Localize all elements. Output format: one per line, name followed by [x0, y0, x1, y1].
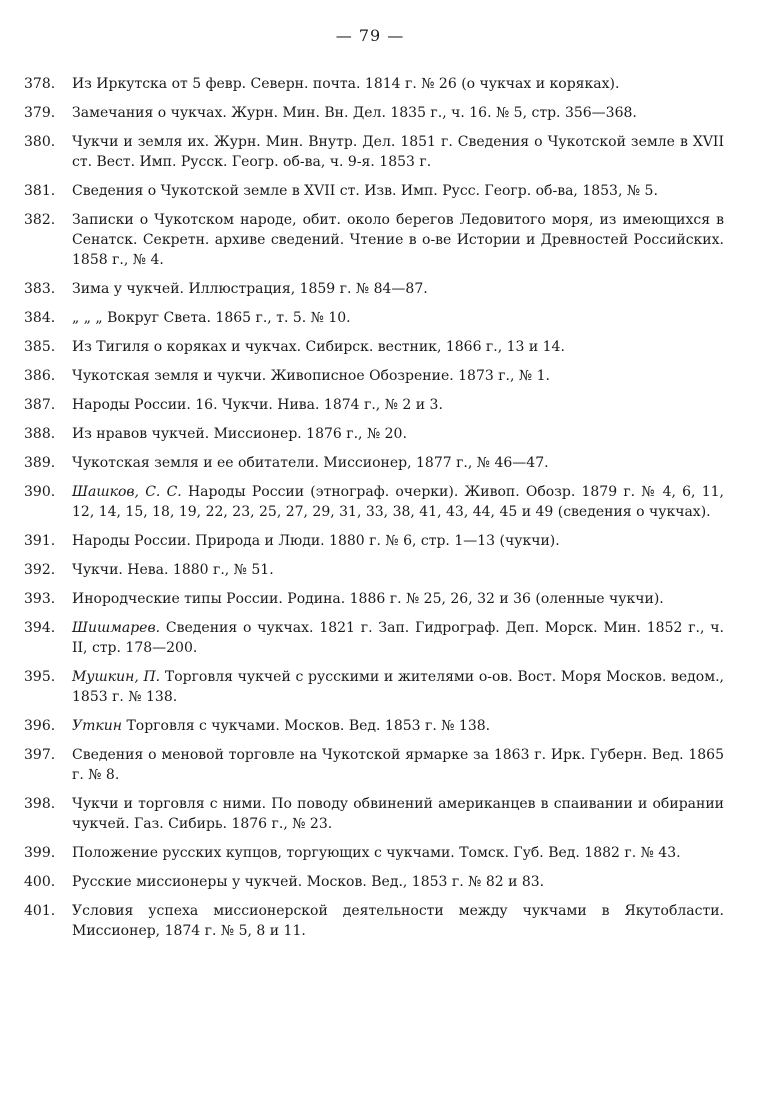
bibliography-entry — [24, 531, 724, 551]
entry-number: 386. — [24, 368, 56, 384]
entry-text — [72, 843, 724, 863]
entry-body: Русские миссионеры у чукчей. Москов. Вед., 1853 г. № 82 и 83. — [72, 874, 545, 890]
entry-body: Чукчи и торговля с ними. По поводу обвинений американцев в спаивании и обирании чукчей. Газ. Сибирь. 1876 г., № 23. — [72, 796, 724, 832]
entry-number: 401. — [24, 903, 56, 919]
entry-author: Шашков, С. С. — [72, 484, 182, 500]
entry-text — [72, 872, 724, 892]
entry-text — [72, 308, 724, 328]
bibliography-entry — [24, 424, 724, 444]
entry-text — [72, 618, 724, 658]
entry-body: Народы России. Природа и Люди. 1880 г. № 6, стр. 1—13 (чукчи). — [72, 533, 560, 549]
bibliography-entry — [24, 716, 724, 736]
entry-number: 399. — [24, 845, 56, 861]
bibliography-entry — [24, 395, 724, 415]
entry-body: Сведения о меновой торговле на Чукотской ярмарке за 1863 г. Ирк. Губерн. Вед. 1865 г. № 8. — [72, 747, 724, 783]
entry-body: Торговля с чукчами. Москов. Вед. 1853 г. № 138. — [126, 718, 491, 734]
entry-number: 385. — [24, 339, 56, 355]
entry-author: Шишмарев. — [72, 620, 161, 636]
bibliography-entry — [24, 560, 724, 580]
entry-number: 382. — [24, 212, 56, 228]
entry-body: Сведения о чукчах. 1821 г. Зап. Гидрограф. Деп. Морск. Мин. 1852 г., ч. II, стр. 178—200. — [72, 620, 724, 656]
bibliography-entry — [24, 482, 724, 522]
entry-number: 379. — [24, 105, 56, 121]
entry-body: Записки о Чукотском народе, обит. около берегов Ледовитого моря, из имеющихся в Сенатск. Секретн. архиве сведений. Чтение в о-ве Истории и Древностей Российских. 1858 г., № 4. — [72, 212, 724, 268]
entry-number: 389. — [24, 455, 56, 471]
bibliography-entry — [24, 366, 724, 386]
entry-text — [72, 531, 724, 551]
entry-number: 400. — [24, 874, 56, 890]
bibliography-entry — [24, 745, 724, 785]
entry-author: Мушкин, П. — [72, 669, 161, 685]
entry-number: 390. — [24, 484, 56, 500]
entry-number: 388. — [24, 426, 56, 442]
bibliography-entry — [24, 103, 724, 123]
entry-body: Из Тигиля о коряках и чукчах. Сибирск. вестник, 1866 г., 13 и 14. — [72, 339, 565, 355]
bibliography-entry — [24, 589, 724, 609]
entry-body: Чукчи и земля их. Журн. Мин. Внутр. Дел. 1851 г. Сведения о Чукотской земле в XVII ст. Вест. Имп. Русск. Геогр. об-ва, ч. 9-я. 1853 г. — [72, 134, 724, 170]
entry-body: Положение русских купцов, торгующих с чукчами. Томск. Губ. Вед. 1882 г. № 43. — [72, 845, 681, 861]
bibliography-entry — [24, 453, 724, 473]
entry-body: Чукчи. Нева. 1880 г., № 51. — [72, 562, 274, 578]
entry-body: Условия успеха миссионерской деятельности между чукчами в Якутобласти. Миссионер, 1874 г. № 5, 8 и 11. — [72, 903, 724, 939]
bibliography-list — [24, 74, 724, 950]
entry-number: 392. — [24, 562, 56, 578]
entry-number: 387. — [24, 397, 56, 413]
bibliography-entry — [24, 181, 724, 201]
bibliography-entry — [24, 843, 724, 863]
entry-text — [72, 560, 724, 580]
entry-body: Чукотская земля и чукчи. Живописное Обозрение. 1873 г., № 1. — [72, 368, 550, 384]
entry-number: 384. — [24, 310, 56, 326]
page-number: — 79 — — [335, 26, 405, 45]
entry-text — [72, 74, 724, 94]
entry-body: Замечания о чукчах. Журн. Мин. Вн. Дел. 1835 г., ч. 16. № 5, стр. 356—368. — [72, 105, 637, 121]
entry-number: 394. — [24, 620, 56, 636]
entry-number: 397. — [24, 747, 56, 763]
entry-number: 380. — [24, 134, 56, 150]
entry-body: Зима у чукчей. Иллюстрация, 1859 г. № 84—87. — [72, 281, 428, 297]
entry-number: 383. — [24, 281, 56, 297]
entry-text — [72, 132, 724, 172]
entry-text — [72, 366, 724, 386]
entry-text — [72, 901, 724, 941]
entry-number: 391. — [24, 533, 56, 549]
entry-number: 395. — [24, 669, 56, 685]
entry-text — [72, 794, 724, 834]
entry-text — [72, 716, 724, 736]
entry-text — [72, 589, 724, 609]
entry-number: 393. — [24, 591, 56, 607]
entry-text — [72, 279, 724, 299]
bibliography-entry — [24, 794, 724, 834]
entry-number: 378. — [24, 76, 56, 92]
bibliography-entry — [24, 210, 724, 270]
entry-body: Народы России. 16. Чукчи. Нива. 1874 г., № 2 и 3. — [72, 397, 443, 413]
entry-text — [72, 745, 724, 785]
entry-text — [72, 210, 724, 270]
bibliography-entry — [24, 132, 724, 172]
bibliography-entry — [24, 618, 724, 658]
entry-body: Инородческие типы России. Родина. 1886 г. № 25, 26, 32 и 36 (оленные чукчи). — [72, 591, 664, 607]
entry-body: „ „ „ Вокруг Света. 1865 г., т. 5. № 10. — [72, 310, 351, 326]
entry-body: Чукотская земля и ее обитатели. Миссионер, 1877 г., № 46—47. — [72, 455, 549, 471]
entry-text — [72, 482, 724, 522]
entry-body: Торговля чукчей с русскими и жителями о-ов. Вост. Моря Москов. ведом., 1853 г. № 138. — [72, 669, 725, 705]
entry-number: 396. — [24, 718, 56, 734]
bibliography-entry — [24, 872, 724, 892]
entry-number: 381. — [24, 183, 56, 199]
bibliography-entry — [24, 901, 724, 941]
entry-text — [72, 424, 724, 444]
entry-text — [72, 395, 724, 415]
entry-author: Уткин — [72, 718, 122, 734]
bibliography-entry — [24, 667, 724, 707]
entry-text — [72, 181, 724, 201]
entry-body: Народы России (этнограф. очерки). Живоп. Обозр. 1879 г. № 4, 6, 11, 12, 14, 15, 18, 19, 22, 23, 25, 27, 29, 31, 33, 38, 41, 43, 44, 45 и 49 (сведения о чукчах). — [72, 484, 724, 520]
entry-body: Из Иркутска от 5 февр. Северн. почта. 1814 г. № 26 (о чукчах и коряках). — [72, 76, 620, 92]
entry-body: Сведения о Чукотской земле в XVII ст. Изв. Имп. Русс. Геогр. об-ва, 1853, № 5. — [72, 183, 658, 199]
bibliography-entry — [24, 279, 724, 299]
entry-text — [72, 667, 724, 707]
entry-text — [72, 337, 724, 357]
bibliography-entry — [24, 308, 724, 328]
entry-body: Из нравов чукчей. Миссионер. 1876 г., № 20. — [72, 426, 407, 442]
entry-number: 398. — [24, 796, 56, 812]
entry-text — [72, 103, 724, 123]
bibliography-entry — [24, 74, 724, 94]
bibliography-entry — [24, 337, 724, 357]
entry-text — [72, 453, 724, 473]
